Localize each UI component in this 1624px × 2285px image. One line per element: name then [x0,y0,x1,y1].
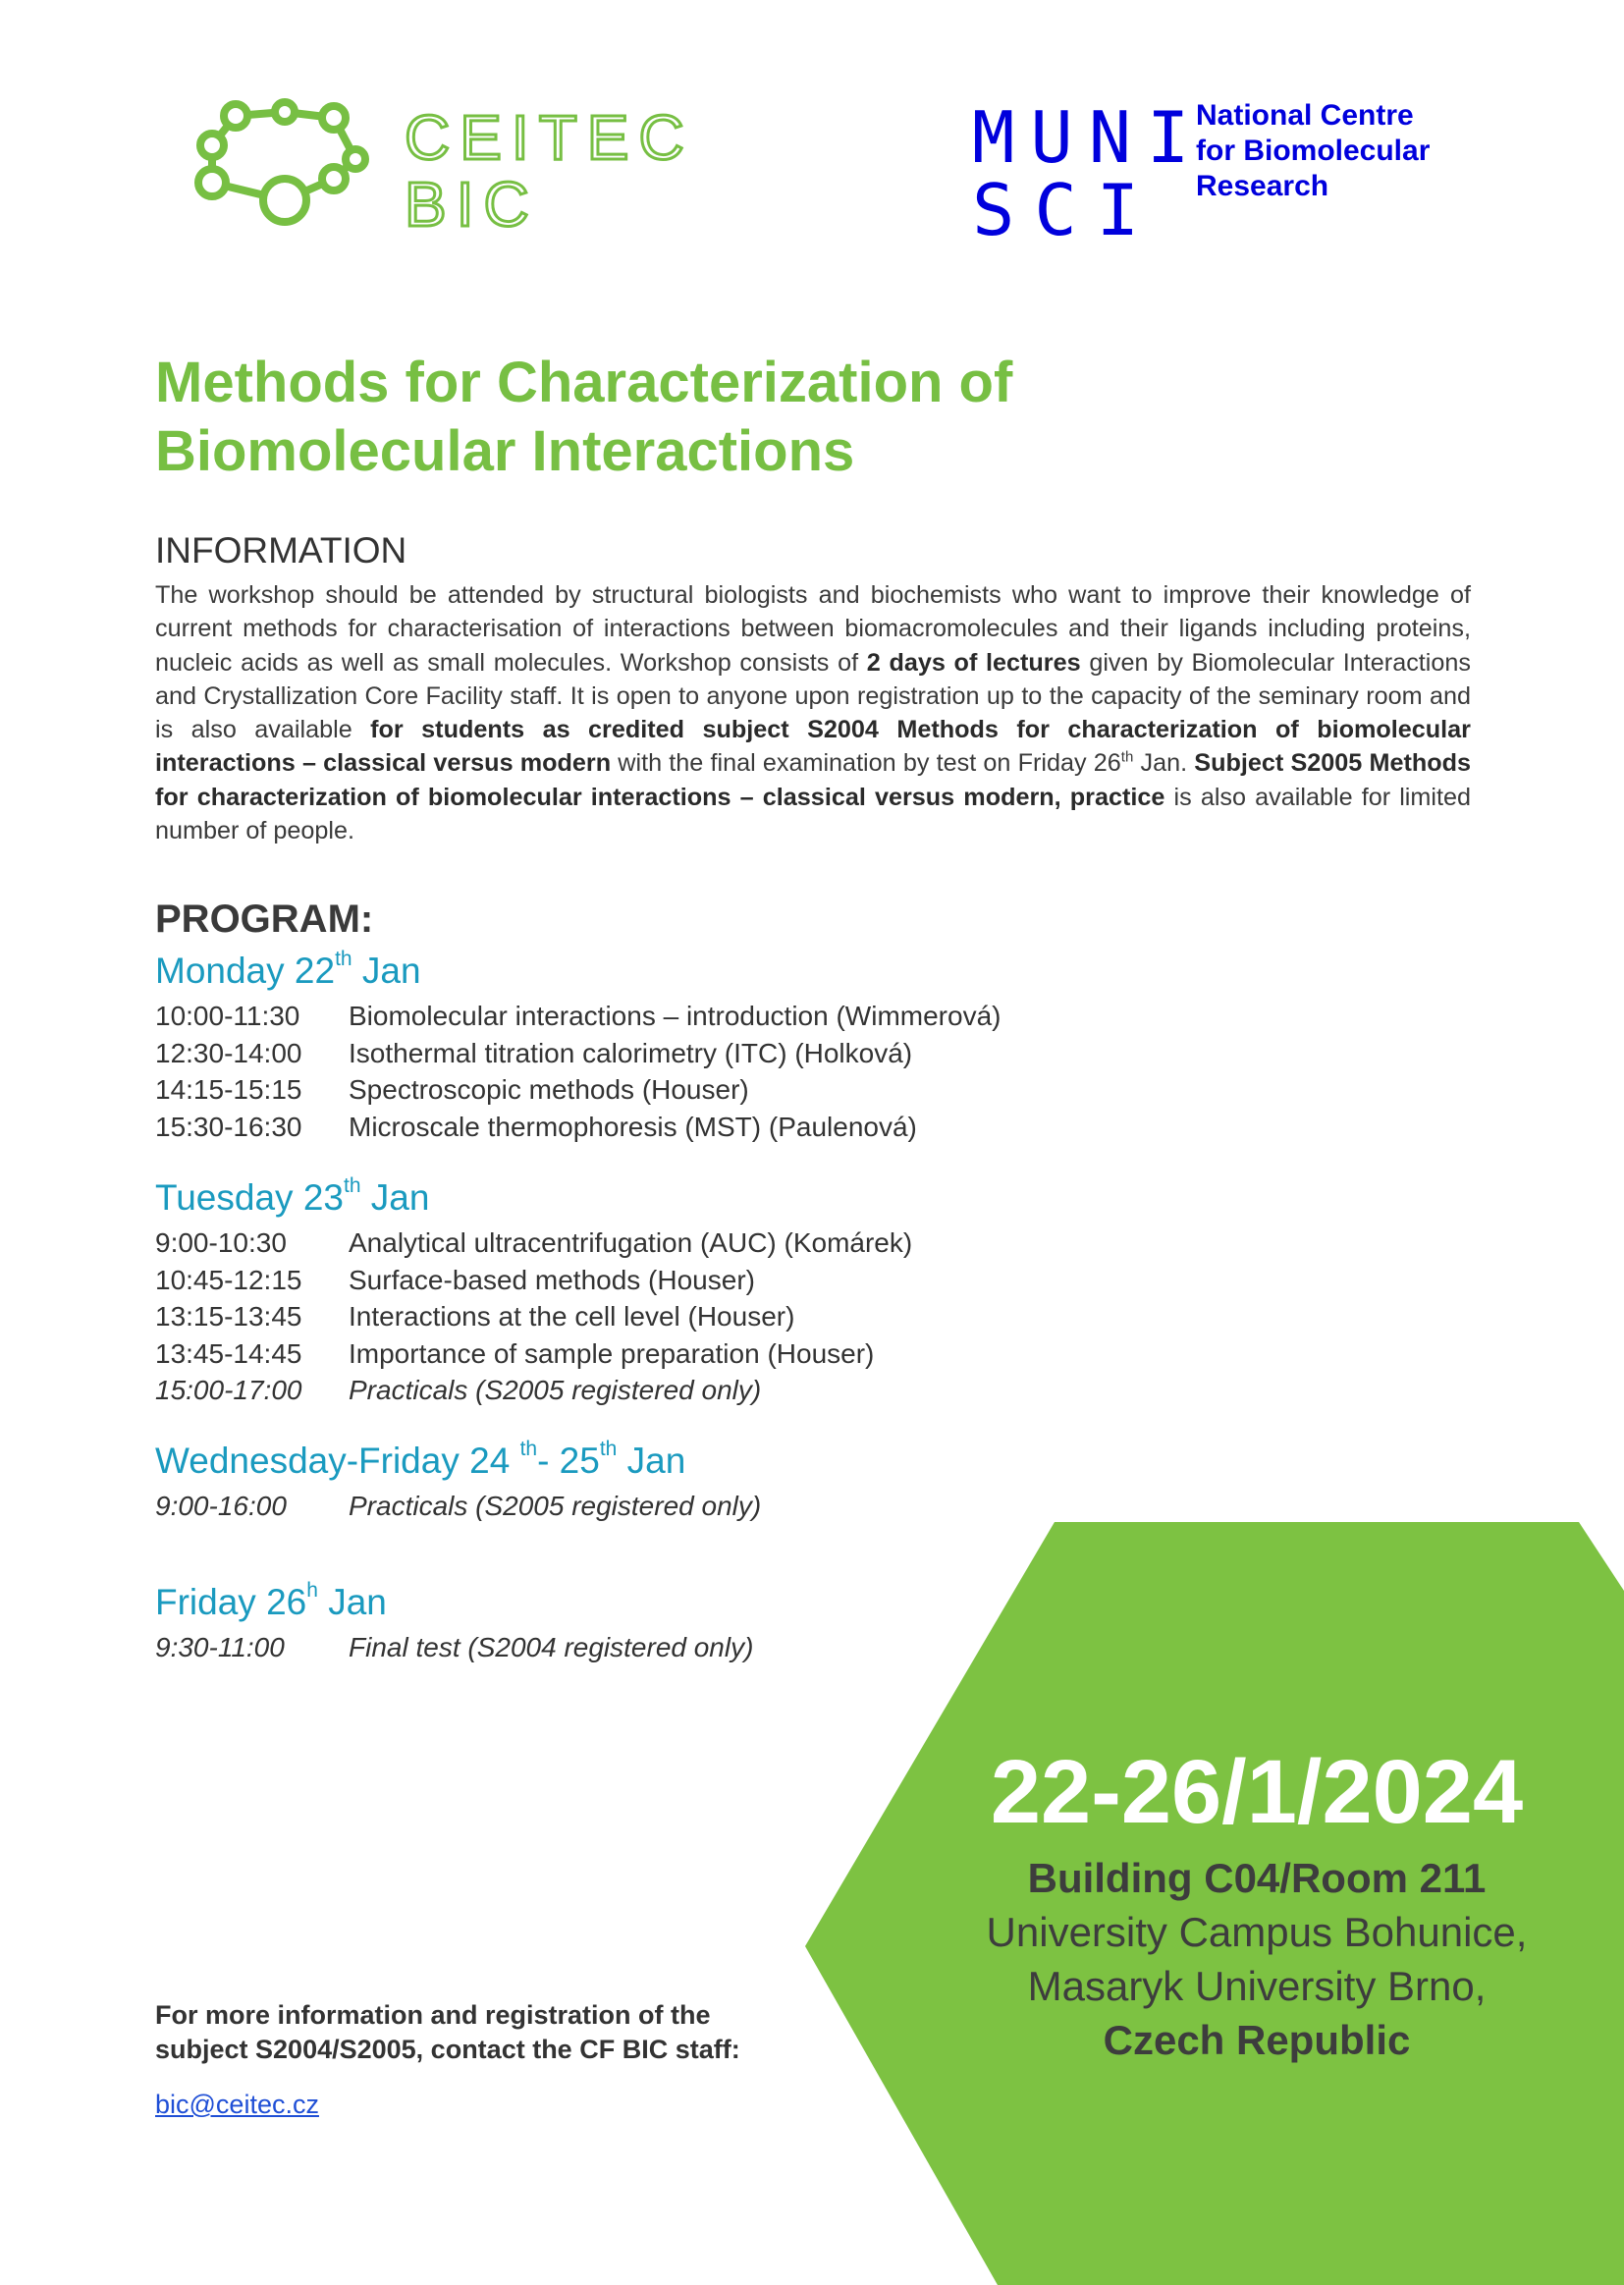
title-line-1: Methods for Characterization of [155,351,1013,414]
schedule-row [155,1488,1137,1525]
info-text: The workshop should be attended by structural biologists and biochemists who want to improve their knowledge of current methods for characterisation of interactions between biomacromolecules and their ligands including proteins, nucleic acids as well as small molecules. Workshop consists of [155,581,1471,677]
schedule-row [155,1298,1137,1335]
schedule-time: 14:15-15:15 [155,1074,302,1106]
info-superscript: th [1120,749,1134,767]
schedule-row [155,1224,1137,1262]
info-bold: 2 days of lectures [866,648,1081,677]
schedule-time: 15:30-16:30 [155,1111,302,1142]
venue-building: Building C04/Room 211 [1027,1855,1487,1901]
sci-wordmark: SCI [972,169,1160,251]
info-bold: Subject S2005 Methods for characterization of biomolecular interactions – classical versus modern, practice [155,749,1472,811]
schedule-desc: Isothermal titration calorimetry (ITC) (Holková) [349,1037,913,1068]
information-heading: INFORMATION [155,530,407,571]
day-name: Friday 26 [155,1582,307,1622]
page-title [155,349,1012,486]
schedule-time: 12:30-14:00 [155,1037,302,1068]
day-heading-wednesday-friday [155,1440,685,1483]
info-bold: for students as credited subject S2004 Methods for characterization of biomolecular interactions – classical versus modern [155,716,1471,778]
info-text: given by Biomolecular Interactions and Crystallization Core Facility staff. It is open to anyone upon registration up to the capacity of the seminary room and is also available [155,648,1472,744]
schedule-row [155,998,1137,1035]
contact-text [155,1998,842,2067]
day-heading-friday [155,1581,387,1624]
schedule-time: 10:00-11:30 [155,1001,300,1031]
day-name: Jan [352,951,421,991]
schedule-row [155,1109,1137,1146]
ceitec-wordmark: CEITEC [405,102,694,173]
day-heading-monday [155,950,421,993]
schedule-desc: Analytical ultracentrifugation (AUC) (Komárek) [349,1227,913,1258]
muni-side-line: National Centre [1196,99,1414,132]
contact-email-link[interactable]: bic@ceitec.cz [155,2090,319,2119]
schedule-time: 9:00-10:30 [155,1227,287,1258]
day-name: Monday 22 [155,951,336,991]
day-name: Tuesday 23 [155,1177,344,1218]
day-name: Jan [317,1582,387,1622]
muni-side-text [1196,98,1430,204]
day-superscript: th [519,1438,538,1460]
muni-sci-logo [972,94,1502,251]
day-superscript: h [306,1579,318,1602]
event-date: 22-26/1/2024 [990,1742,1524,1842]
day-name: Wednesday-Friday 24 [155,1441,520,1481]
schedule-time: 13:15-13:45 [155,1301,302,1333]
venue-university: Masaryk University Brno, [1027,1963,1487,2009]
schedule-row [155,1071,1137,1109]
day-name: Jan [360,1177,430,1218]
schedule-time: 10:45-12:15 [155,1264,302,1295]
day-superscript: th [343,1174,361,1197]
day-name: - 25 [537,1441,600,1481]
muni-side-line: for Biomolecular [1196,135,1431,167]
schedule-desc: Final test (S2004 registered only) [349,1632,754,1662]
schedule-tuesday [155,1224,1137,1409]
info-text: is also available for limited number of people. [155,783,1471,845]
schedule-time: 13:45-14:45 [155,1337,302,1369]
schedule-row [155,1035,1137,1072]
molecule-chain-icon [187,94,393,242]
day-heading-tuesday [155,1176,429,1220]
info-text: Jan. [1133,749,1195,778]
schedule-row [155,1335,1137,1373]
schedule-time: 15:00-17:00 [155,1375,302,1406]
contact-line-1: For more information and registration of the [155,2000,711,2030]
schedule-desc: Importance of sample preparation (Houser) [349,1337,875,1369]
venue-country: Czech Republic [1103,2017,1411,2063]
schedule-desc: Biomolecular interactions – introduction (Wimmerová) [349,1001,1001,1031]
schedule-time: 9:00-16:00 [155,1491,287,1521]
day-superscript: th [335,948,352,970]
day-name: Jan [617,1441,686,1481]
information-paragraph [155,578,1471,847]
schedule-desc: Surface-based methods (Houser) [349,1264,755,1295]
program-heading: PROGRAM: [155,898,374,941]
muni-side-line: Research [1196,170,1329,202]
bic-wordmark: BIC [405,169,539,240]
schedule-desc: Practicals (S2005 registered only) [349,1375,762,1406]
title-line-2: Biomolecular Interactions [155,419,855,483]
schedule-desc: Microscale thermophoresis (MST) (Paulenová) [349,1111,917,1142]
venue-campus: University Campus Bohunice, [986,1909,1528,1955]
info-text: with the final examination by test on Friday 26 [611,749,1121,778]
venue-address [943,1851,1571,2067]
schedule-desc: Interactions at the cell level (Houser) [349,1301,795,1333]
schedule-desc: Practicals (S2005 registered only) [349,1491,762,1521]
schedule-time: 9:30-11:00 [155,1632,285,1662]
schedule-row [155,1372,1137,1409]
muni-wordmark: MUNI [972,96,1206,179]
schedule-monday [155,998,1137,1145]
ceitec-bic-logo [187,94,736,242]
schedule-row [155,1262,1137,1299]
day-superscript: th [599,1438,618,1460]
schedule-wednesday-friday [155,1488,1137,1525]
contact-line-2: subject S2004/S2005, contact the CF BIC staff: [155,2035,740,2064]
schedule-desc: Spectroscopic methods (Houser) [349,1074,749,1106]
